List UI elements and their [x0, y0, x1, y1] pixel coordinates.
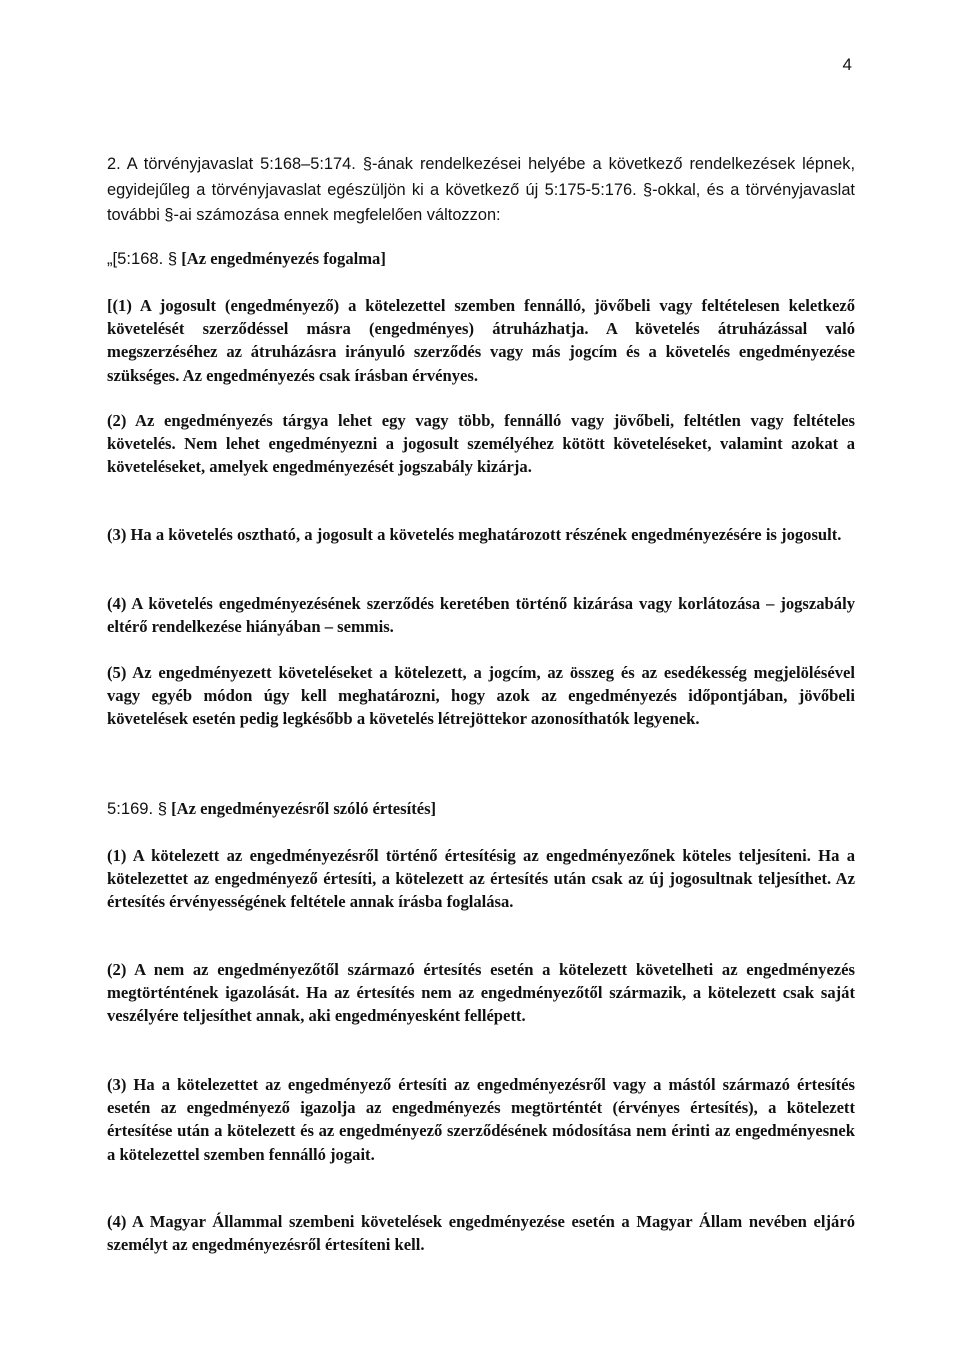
- section-168-title: [Az engedményezés fogalma]: [181, 249, 386, 268]
- section-168-paragraph-5: (5) Az engedményezett követeléseket a kötelezett, a jogcím, az összeg és az esedékesség megjelölésével vagy egyéb módon úgy kell meghatározni, hogy azok az engedményezés időpontjában, jövőbeli követelések esetén pedig legkésőbb a követelés létrejöttekor azonosíthatók legyenek.: [107, 663, 855, 729]
- section-169-paragraph-2: (2) A nem az engedményezőtől származó értesítés esetén a kötelezett követelheti az engedményezés megtörténtének igazolását. Ha az értesítés nem az engedményezőtől származik, a kötelezett csak saját veszélyére teljesíthet annak, aki engedményesként fellépett.: [107, 960, 855, 1026]
- intro-paragraph: 2. A törvényjavaslat 5:168–5:174. §-ának rendelkezései helyébe a következő rendelkezések lépnek, egyidejűleg a törvényjavaslat egészüljön ki a következő új 5:175-5:176. §-okkal, és a törvényjavaslat további §-ai számozása ennek megfelelően változzon:: [107, 155, 855, 224]
- section-169-heading: [107, 797, 436, 820]
- section-169-paragraph-4: (4) A Magyar Állammal szembeni követelések engedményezése esetén a Magyar Állam nevében eljáró személyt az engedményezésről értesíteni kell.: [107, 1212, 855, 1255]
- section-169-title: [Az engedményezésről szóló értesítés]: [171, 799, 437, 818]
- section-168-paragraph-4: (4) A követelés engedményezésének szerződés keretében történő kizárása vagy korlátozása – jogszabály eltérő rendelkezése hiányában – semmis.: [107, 594, 855, 637]
- page-number: 4: [842, 55, 852, 74]
- section-168-paragraph-1: [(1) A jogosult (engedményező) a kötelezettel szemben fennálló, jövőbeli vagy feltételesen keletkező követelését szerződéssel másra (engedményes) átruházhatja. A követelés átruházással való megszerzéséhez az átruházásra irányuló szerződés vagy más jogcím és a követelés engedményezése szükséges. Az engedményezés csak írásban érvényes.: [107, 296, 855, 385]
- section-168-number: „[5:168. §: [107, 249, 178, 268]
- section-168-heading: [107, 247, 386, 270]
- section-169-paragraph-3: (3) Ha a kötelezettet az engedményező értesíti az engedményezésről vagy a mástól származó értesítés esetén az engedményező igazolja az engedményezés megtörténtét (érvényes értesítés), a kötelezett értesítése után a kötelezett és az engedményező szerződésének módosítása nem érinti az engedményesnek a kötelezettel szemben fennálló jogait.: [107, 1075, 855, 1164]
- section-168-paragraph-3: (3) Ha a követelés osztható, a jogosult a követelés meghatározott részének engedményezésére is jogosult.: [107, 525, 842, 544]
- section-169-number: 5:169. §: [107, 799, 167, 818]
- section-169-paragraph-1: (1) A kötelezett az engedményezésről történő értesítésig az engedményezőnek köteles teljesíteni. Ha a kötelezettet az engedményező értesíti, a kötelezett az értesítés után csak az új jogosultnak teljesíthet. Az értesítés érvényességének feltétele annak írásba foglalása.: [107, 846, 855, 912]
- section-168-paragraph-2: (2) Az engedményezés tárgya lehet egy vagy több, fennálló vagy jövőbeli, feltétlen vagy feltételes követelés. Nem lehet engedményezni a jogosult személyéhez kötött követeléseket, valamint azokat a követeléseket, amelyek engedményezését jogszabály kizárja.: [107, 411, 855, 477]
